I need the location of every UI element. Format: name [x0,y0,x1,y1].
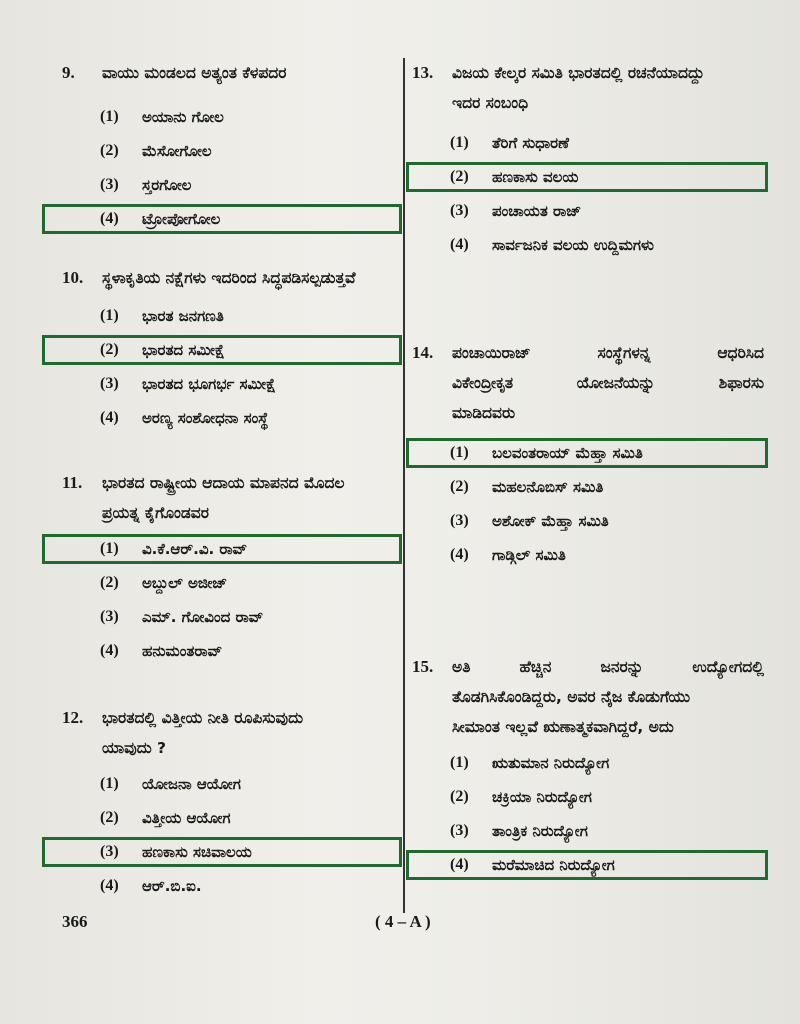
question-13 [412,58,764,262]
option-4-correct-answer: (4) ಟ್ರೋಪೋಗೋಲ [62,202,400,236]
option-1-correct-answer: (1) ವಿ.ಕೆ.ಆರ್.ವಿ. ರಾವ್ [62,532,400,566]
question-number: 13. [412,63,434,82]
question-14 [412,338,764,572]
option-4: (4) ಸಾರ್ವಜನಿಕ ವಲಯ ಉದ್ದಿಮಗಳು [450,236,654,254]
question-number: 10. [62,268,84,287]
option-1: (1) ಅಯಾನು ಗೋಲ [100,108,224,126]
question-text: ವಾಯು ಮಂಡಲದ ಅತ್ಯಂತ ಕೆಳಪದರ [102,64,287,82]
paper-code: ( 4 – A ) [375,912,431,931]
question-stem [412,652,764,742]
question-text-line-1: ಅತಿ ಹೆಚ್ಚಿನ ಜನರನ್ನು ಉದ್ಯೋಗದಲ್ಲಿ [452,658,764,676]
question-number: 15. [412,657,434,676]
option-4: (4) ಹನುಮಂತರಾವ್ [100,642,223,660]
option-2: (2) ವಿತ್ತೀಯ ಆಯೋಗ [100,809,231,827]
option-1-correct-answer: (1) ಬಲವಂತರಾಯ್ ಮೆಹ್ತಾ ಸಮಿತಿ [412,436,764,470]
option-1: (1) ಯೋಜನಾ ಆಯೋಗ [100,775,241,793]
question-stem [62,468,400,528]
option-2: (2) ಮಹಲನೊಬಿಸ್ ಸಮಿತಿ [450,478,604,496]
page-number: 366 [62,912,88,931]
option-2: (2) ಮೆಸೋಗೋಲ [100,142,212,160]
question-number: 12. [62,708,84,727]
question-text-line-1: ಭಾರತದಲ್ಲಿ ವಿತ್ತೀಯ ನೀತಿ ರೂಪಿಸುವುದು [102,709,304,727]
option-4: (4) ಗಾಡ್ಗಿಲ್ ಸಮಿತಿ [450,546,566,564]
option-3-correct-answer: (3) ಹಣಕಾಸು ಸಚಿವಾಲಯ [62,835,400,869]
question-text-line-2: ಪ್ರಯತ್ನ ಕೈಗೊಂಡವರ [102,504,209,522]
option-3: (3) ಸ್ತರಗೋಲ [100,176,192,194]
option-1: (1) ಋತುಮಾನ ನಿರುದ್ಯೋಗ [450,754,610,772]
question-10 [62,263,400,435]
question-9 [62,58,400,236]
option-1: (1) ತೆರಿಗೆ ಸುಧಾರಣೆ [450,134,569,152]
option-3: (3) ಪಂಚಾಯತ ರಾಜ್ [450,202,582,220]
question-number: 9. [62,63,75,82]
question-text-line-2: ವಿಕೇಂದ್ರೀಕೃತ ಯೋಜನೆಯನ್ನು ಶಿಫಾರಸು [452,374,764,392]
question-number: 14. [412,343,434,362]
option-2: (2) ಚಕ್ರಿಯಾ ನಿರುದ್ಯೋಗ [450,788,592,806]
question-text-line-2: ಇದರ ಸಂಬಂಧಿ [452,94,529,112]
option-4: (4) ಅರಣ್ಯ ಸಂಶೋಧನಾ ಸಂಸ್ಥೆ [100,409,269,427]
question-stem [62,263,400,293]
option-3: (3) ಎಮ್. ಗೋವಿಂದ ರಾವ್ [100,608,264,626]
question-text: ಸ್ಥಳಾಕೃತಿಯ ನಕ್ಷೆಗಳು ಇದರಿಂದ ಸಿದ್ಧಪಡಿಸಲ್ಪಡುತ್ತವೆ [102,269,356,287]
option-3: (3) ಭಾರತದ ಭೂಗರ್ಭ ಸಮೀಕ್ಷೆ [100,375,276,393]
question-text-line-2: ತೊಡಗಿಸಿಕೊಂಡಿದ್ದರು, ಅವರ ನೈಜ ಕೊಡುಗೆಯು [452,688,691,706]
option-4-correct-answer: (4) ಮರೆಮಾಚಿದ ನಿರುದ್ಯೋಗ [412,848,764,882]
question-text-line-1: ಭಾರತದ ರಾಷ್ಟ್ರೀಯ ಆದಾಯ ಮಾಪನದ ಮೊದಲ [102,474,345,492]
option-3: (3) ತಾಂತ್ರಿಕ ನಿರುದ್ಯೋಗ [450,822,588,840]
question-text-line-3: ಸೀಮಾಂತ ಇಲ್ಲವೆ ಋಣಾತ್ಮಕವಾಗಿದ್ದರೆ, ಅದು [452,718,674,736]
question-15 [412,652,764,882]
option-3: (3) ಅಶೋಕ್ ಮೆಹ್ತಾ ಸಮಿತಿ [450,512,609,530]
question-stem [412,338,764,428]
question-text-line-1: ವಿಜಯ ಕೇಲ್ಕರ ಸಮಿತಿ ಭಾರತದಲ್ಲಿ ರಚನೆಯಾದದ್ದು [452,64,705,82]
question-stem [62,58,400,88]
question-stem [412,58,764,118]
option-2-correct-answer: (2) ಹಣಕಾಸು ವಲಯ [412,160,764,194]
option-1: (1) ಭಾರತ ಜನಗಣತಿ [100,307,224,325]
question-number: 11. [62,473,83,492]
question-12 [62,703,400,903]
column-divider [403,58,405,913]
question-text-line-3: ಮಾಡಿದವರು [452,404,516,422]
question-stem [62,703,400,763]
option-2: (2) ಅಬ್ದುಲ್ ಅಜೀಜ್ [100,574,228,592]
question-11 [62,468,400,668]
question-text-line-1: ಪಂಚಾಯಿರಾಜ್ ಸಂಸ್ಥೆಗಳನ್ನ ಆಧರಿಸಿದ [452,344,764,362]
option-2-correct-answer: (2) ಭಾರತದ ಸಮೀಕ್ಷೆ [62,333,400,367]
option-4: (4) ಆರ್.ಬಿ.ಐ. [100,877,202,895]
question-text-line-2: ಯಾವುದು ? [102,739,167,757]
